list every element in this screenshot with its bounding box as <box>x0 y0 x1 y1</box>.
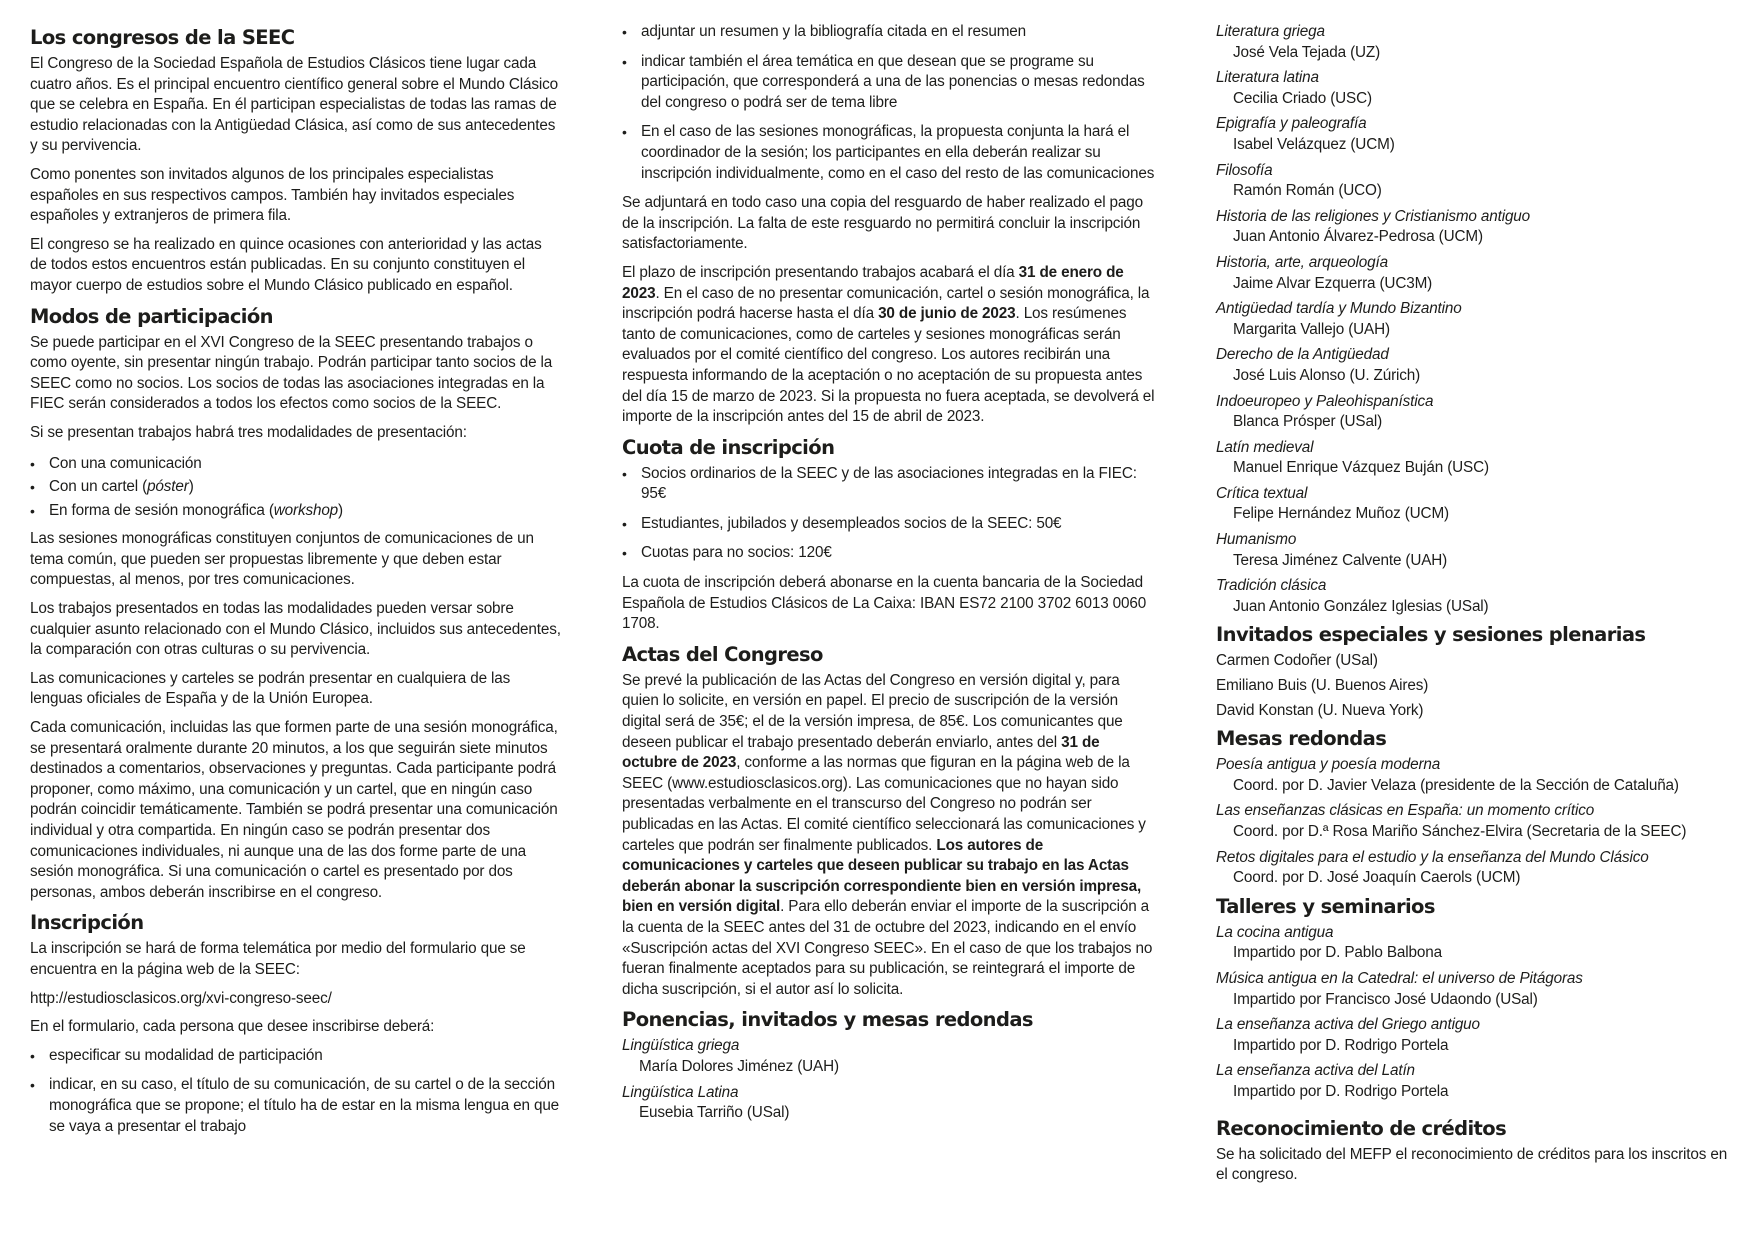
taller-entry <box>1216 1015 1736 1056</box>
paragraph: La cuota de inscripción deberá abonarse en la cuenta bancaria de la Sociedad Española de Estudios Clásicos de La Caixa: IBAN ES72 2100 3702 6013 0060 1708. <box>622 574 1147 633</box>
mesas-list <box>1216 755 1736 889</box>
invitado-item: Carmen Codoñer (USal) <box>1216 652 1378 670</box>
ponencia-entry-title: Crítica textual <box>1216 484 1308 502</box>
section-title-inscripcion: Inscripción <box>30 911 144 935</box>
paragraph: Como ponentes son invitados algunos de los principales especialistas españoles en sus respectivos campos. También hay invitados especiales españoles y extranjeros de primera fila. <box>30 165 515 225</box>
section-title-cuota: Cuota de inscripción <box>622 435 835 459</box>
list-item: • indicar, en su caso, el título de su comunicación, de su cartel o de la sección monográfica que se propone; el título ha de estar en la misma lengua en que se vaya a presentar el trabajo <box>30 1075 562 1137</box>
ponencia-entry <box>1216 576 1736 617</box>
ponencia-entry-detail: Jaime Alvar Ezquerra (UC3M) <box>1233 274 1433 292</box>
paragraph: La inscripción se hará de forma telemática por medio del formulario que se encuentra en la página web de la SEEC: <box>30 940 526 978</box>
ponencia-entry-detail: Cecilia Criado (USC) <box>1233 89 1372 107</box>
ponencia-entry-detail: Ramón Román (UCO) <box>1233 182 1382 200</box>
cuota-list <box>622 464 1158 564</box>
list-item: • Con un cartel (póster) <box>30 477 562 498</box>
ponencia-entry <box>622 1036 1158 1077</box>
ponencia-entry <box>1216 114 1736 155</box>
taller-entry-title: Música antigua en la Catedral: el universo de Pitágoras <box>1216 969 1583 987</box>
ponencia-entry <box>1216 392 1736 433</box>
ponencia-speaker: Eusebia Tarriño (USal) <box>639 1104 790 1122</box>
ponencia-entry-title: Literatura latina <box>1216 69 1319 87</box>
invitado-item: David Konstan (U. Nueva York) <box>1216 701 1424 719</box>
paragraph: Se ha solicitado del MEFP el reconocimiento de créditos para los inscritos en el congreso. <box>1216 1145 1728 1184</box>
registration-url[interactable]: http://estudiosclasicos.org/xvi-congreso-seec/ <box>30 989 332 1007</box>
invitados-list <box>1216 651 1736 721</box>
ponencia-entry-detail: Juan Antonio González Iglesias (USal) <box>1233 597 1489 615</box>
mesa-entry-detail: Coord. por D.ª Rosa Mariño Sánchez-Elvira (Secretaria de la SEEC) <box>1233 823 1687 840</box>
mesa-entry-detail: Coord. por D. Javier Velaza (presidente de la Sección de Cataluña) <box>1233 776 1679 794</box>
paragraph: Se puede participar en el XVI Congreso de la SEEC presentando trabajos o como oyente, sin presentar ningún trabajo. Podrán participar tanto socios de la SEEC como no socios. Los socios de todas las asociaciones integradas en la FIEC serán considerados a todos los efectos como socios de la SEEC. <box>30 333 553 413</box>
list-item: • indicar también el área temática en que desean que se programe su participación, que corresponderá a una de las ponencias o mesas redondas del congreso o podrá ser de tema libre <box>622 52 1158 114</box>
section-title-reconocimiento: Reconocimiento de créditos <box>1216 1116 1507 1140</box>
section-title-invitados: Invitados especiales y sesiones plenarias <box>1216 623 1646 647</box>
taller-entry-title: La enseñanza activa del Griego antiguo <box>1216 1016 1480 1034</box>
ponencia-entry-title: Antigüedad tardía y Mundo Bizantino <box>1216 300 1462 318</box>
ponencia-entry <box>1216 22 1736 63</box>
ponencia-entry-title: Indoeuropeo y Paleohispanística <box>1216 392 1434 410</box>
mesa-entry-title: Poesía antigua y poesía moderna <box>1216 756 1441 774</box>
taller-entry-title: La cocina antigua <box>1216 923 1334 941</box>
paragraph: Los trabajos presentados en todas las modalidades pueden versar sobre cualquier asunto relacionado con el Mundo Clásico, incluidos sus antecedentes, la comparación con otras culturas o su pervivencia. <box>30 600 561 659</box>
list-item: • Socios ordinarios de la SEEC y de las asociaciones integradas en la FIEC: 95€ <box>622 464 1158 505</box>
taller-entry <box>1216 969 1736 1010</box>
modalidades-list <box>30 454 562 522</box>
section-title-mesas: Mesas redondas <box>1216 727 1387 751</box>
section-title-ponencias: Ponencias, invitados y mesas redondas <box>622 1008 1033 1032</box>
column-middle <box>622 22 1158 1129</box>
mesa-entry-title: Las enseñanzas clásicas en España: un momento crítico <box>1216 802 1595 820</box>
ponencia-entry-title: Literatura griega <box>1216 23 1325 40</box>
ponencias-list <box>1216 22 1736 617</box>
paragraph: Se adjuntará en todo caso una copia del resguardo de haber realizado el pago de la inscripción. La falta de este resguardo no permitirá concluir la inscripción satisfactoriamente. <box>622 194 1143 253</box>
ponencia-entry-title: Latín medieval <box>1216 438 1314 456</box>
ponencia-entry <box>1216 68 1736 109</box>
ponencia-entry <box>622 1083 1158 1124</box>
mesa-entry <box>1216 755 1736 796</box>
paragraph: Las sesiones monográficas constituyen conjuntos de comunicaciones de un tema común, que pueden ser propuestas libremente y que deben estar compuestas, al menos, por tres comunicaciones. <box>30 530 534 589</box>
ponencia-entry-title: Historia, arte, arqueología <box>1216 253 1388 271</box>
paragraph-actas: Se prevé la publicación de las Actas del Congreso en versión digital y, para quien lo solicite, en versión en papel. El precio de suscripción de la versión digital será de 35€; el de la versión impresa, de 85€. Los comunicantes que deseen publicar el trabajo presentado deberán enviarlo, antes del 31 de octubre de 2023, conforme a las normas que figuran en la página web de la SEEC (www.estudiosclasicos.org). Las comunicaciones que no hayan sido presentadas verbalmente en el transcurso del Congreso no podrán ser publicadas en las Actas. El comité científico seleccionará las comunicaciones y carteles que podrán ser finalmente publicados. Los autores de comunicaciones y carteles que deseen publicar su trabajo en las Actas deberán abonar la suscripción correspondiente bien en versión impresa, bien en versión digital. Para ello deberán enviar el importe de la suscripción a la cuenta de la SEEC antes del 31 de octubre del 2023, indicando en el envío «Suscripción actas del XVI Congreso SEEC». En el caso de que los trabajos no fueran finalmente aceptados para su publicación, se reintegrará el importe de dicha suscripción, si el autor así lo solicita. <box>622 671 1153 998</box>
paragraph: El congreso se ha realizado en quince ocasiones con anterioridad y las actas de todos estos encuentros están publicadas. En su conjunto constituyen el mayor cuerpo de estudios sobre el Mundo Clásico publicado en español. <box>30 235 542 294</box>
ponencia-entry-detail: José Vela Tejada (UZ) <box>1233 43 1381 61</box>
mesa-entry <box>1216 848 1736 889</box>
talleres-list <box>1216 923 1736 1103</box>
ponencia-speaker: María Dolores Jiménez (UAH) <box>639 1057 839 1075</box>
ponencia-entry-detail: Blanca Prósper (USal) <box>1233 413 1383 431</box>
taller-entry-detail: Impartido por D. Pablo Balbona <box>1233 944 1442 962</box>
taller-entry-detail: Impartido por D. Rodrigo Portela <box>1233 1082 1449 1100</box>
mesa-entry-detail: Coord. por D. José Joaquín Caerols (UCM) <box>1233 869 1521 887</box>
list-item: • Estudiantes, jubilados y desempleados socios de la SEEC: 50€ <box>622 514 1158 535</box>
ponencia-entry <box>1216 299 1736 340</box>
taller-entry-detail: Impartido por D. Rodrigo Portela <box>1233 1036 1449 1054</box>
inscripcion-list <box>30 1046 562 1137</box>
paragraph: Las comunicaciones y carteles se podrán presentar en cualquiera de las lenguas oficiales de España y de la Unión Europea. <box>30 669 511 708</box>
paragraph: El Congreso de la Sociedad Española de Estudios Clásicos tiene lugar cada cuatro años. Es el principal encuentro científico general sobre el Mundo Clásico que se celebra en España. En él participan especialistas de todas las ramas de estudio relacionadas con la Antigüedad Clásica, así como de sus antecedentes y su pervivencia. <box>30 55 558 155</box>
ponencia-title: Lingüística griega <box>622 1037 740 1055</box>
taller-entry <box>1216 1061 1736 1102</box>
ponencia-entry-title: Derecho de la Antigüedad <box>1216 346 1389 364</box>
paragraph: En el formulario, cada persona que desee inscribirse deberá: <box>30 1018 435 1036</box>
ponencia-entry <box>1216 345 1736 386</box>
ponencia-entry-title: Historia de las religiones y Cristianismo antiguo <box>1216 207 1531 225</box>
paragraph: Si se presentan trabajos habrá tres modalidades de presentación: <box>30 423 467 441</box>
ponencia-entry <box>1216 438 1736 479</box>
inscripcion-list-cont <box>622 22 1158 184</box>
section-title-actas: Actas del Congreso <box>622 642 823 666</box>
column-right <box>1216 22 1736 1194</box>
column-left <box>30 22 562 1146</box>
mesa-entry <box>1216 801 1736 842</box>
list-item: • Con una comunicación <box>30 454 562 475</box>
section-title-congresos: Los congresos de la SEEC <box>30 26 295 49</box>
mesa-entry-title: Retos digitales para el estudio y la enseñanza del Mundo Clásico <box>1216 848 1649 866</box>
list-item: • En forma de sesión monográfica (workshop) <box>30 501 562 522</box>
taller-entry-title: La enseñanza activa del Latín <box>1216 1062 1415 1080</box>
ponencia-entry <box>1216 484 1736 525</box>
paragraph: Cada comunicación, incluidas las que formen parte de una sesión monográfica, se presentará oralmente durante 20 minutos, a los que seguirán siete minutos destinados a comentarios, observaciones y preguntas. Cada participante podrá proponer, como máximo, una comunicación y un cartel, que en ningún caso podrán coincidir temáticamente. También se podrá presentar una comunicación individual y otra compartida. En ningún caso se podrán presentar dos comunicaciones individuales, ni aunque una de las dos forme parte de una sesión monográfica. Si una comunicación o cartel es presentado por dos personas, ambos deberán inscribirse en el congreso. <box>30 719 558 901</box>
ponencia-entry-title: Epigrafía y paleografía <box>1216 115 1367 133</box>
ponencia-entry-title: Tradición clásica <box>1216 577 1327 595</box>
taller-entry-detail: Impartido por Francisco José Udaondo (USal) <box>1233 990 1538 1008</box>
invitado-item: Emiliano Buis (U. Buenos Aires) <box>1216 677 1429 695</box>
ponencia-entry-detail: Isabel Velázquez (UCM) <box>1233 135 1395 153</box>
ponencia-entry <box>1216 161 1736 202</box>
ponencia-entry-title: Filosofía <box>1216 161 1273 179</box>
section-title-modos: Modos de participación <box>30 304 273 328</box>
paragraph-plazo: El plazo de inscripción presentando trabajos acabará el día 31 de enero de 2023. En el caso de no presentar comunicación, cartel o sesión monográfica, la inscripción podrá hacerse hasta el día 30 de junio de 2023. Los resúmenes tanto de comunicaciones, como de carteles y sesiones monográficas serán evaluados por el comité científico del congreso. Los autores recibirán una respuesta informando de la aceptación o no aceptación de su propuesta antes del día 15 de marzo de 2023. Si la propuesta no fuera aceptada, se devolverá el importe de la inscripción antes del 15 de abril de 2023. <box>622 263 1155 426</box>
ponencia-entry-detail: Juan Antonio Álvarez-Pedrosa (UCM) <box>1233 228 1483 246</box>
list-item: • Cuotas para no socios: 120€ <box>622 543 1158 564</box>
ponencia-entry-title: Humanismo <box>1216 531 1297 549</box>
section-title-talleres: Talleres y seminarios <box>1216 894 1435 918</box>
ponencia-entry-detail: Felipe Hernández Muñoz (UCM) <box>1233 505 1449 523</box>
taller-entry <box>1216 923 1736 964</box>
ponencia-title: Lingüística Latina <box>622 1083 739 1101</box>
list-item: • En el caso de las sesiones monográficas, la propuesta conjunta la hará el coordinador de la sesión; los participantes en ella deberán realizar su inscripción individualmente, como en el caso del resto de las comunicaciones <box>622 122 1158 184</box>
ponencia-entry <box>1216 207 1736 248</box>
ponencia-entry-detail: José Luis Alonso (U. Zúrich) <box>1233 366 1421 384</box>
ponencia-entry-detail: Margarita Vallejo (UAH) <box>1233 320 1390 338</box>
ponencia-entry-detail: Manuel Enrique Vázquez Buján (USC) <box>1233 459 1489 477</box>
list-item: • adjuntar un resumen y la bibliografía citada en el resumen <box>622 22 1158 43</box>
ponencia-entry <box>1216 253 1736 294</box>
ponencia-entry <box>1216 530 1736 571</box>
list-item: • especificar su modalidad de participación <box>30 1046 562 1067</box>
ponencia-entry-detail: Teresa Jiménez Calvente (UAH) <box>1233 551 1448 569</box>
